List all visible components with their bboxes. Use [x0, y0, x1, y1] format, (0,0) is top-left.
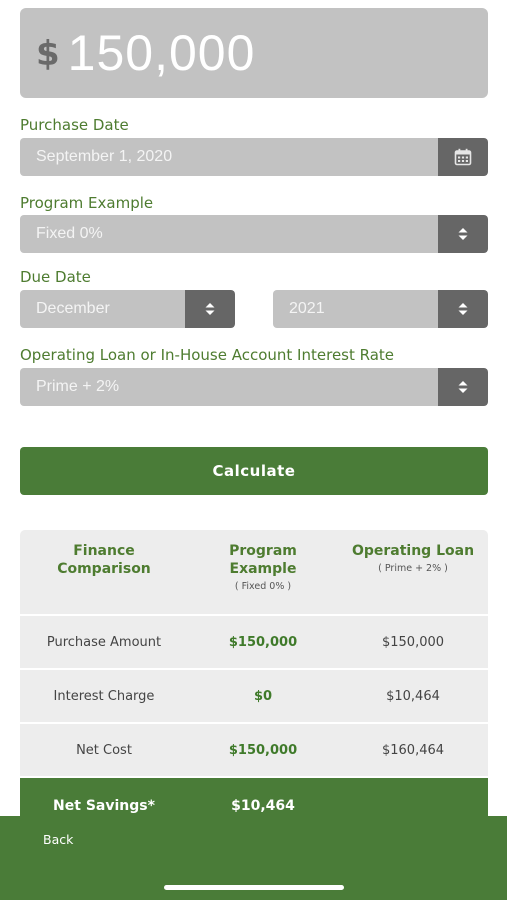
- due-date-month-select-button[interactable]: [185, 290, 235, 328]
- header-program-example-sub: ( Fixed 0% ): [234, 581, 292, 592]
- row-label: Interest Charge: [53, 688, 155, 704]
- due-date-year-value: 2021: [289, 300, 325, 317]
- program-example-select-button[interactable]: [438, 215, 488, 253]
- table-header-cell: [20, 542, 188, 578]
- calendar-button[interactable]: [438, 138, 488, 176]
- program-value: $150,000: [228, 634, 298, 650]
- table-header-cell: [188, 542, 338, 592]
- header-program-example: Program Example: [229, 543, 297, 577]
- table-header-row: [20, 530, 488, 616]
- footer-bar: [0, 816, 507, 900]
- program-example-value: Fixed 0%: [36, 225, 103, 242]
- purchase-date-value: September 1, 2020: [36, 148, 173, 165]
- program-example-label: Program Example: [20, 194, 154, 212]
- calculate-button[interactable]: Calculate: [20, 447, 488, 495]
- operating-value: $10,464: [386, 688, 440, 704]
- row-label: Net Cost: [76, 742, 132, 758]
- table-header-cell: [338, 542, 488, 574]
- table-row: [20, 670, 488, 724]
- row-label: Purchase Amount: [46, 634, 162, 650]
- due-date-year-select[interactable]: [273, 290, 488, 328]
- header-finance-comparison: Finance Comparison: [57, 543, 151, 577]
- net-savings-value: $10,464: [231, 798, 295, 814]
- table-row: [20, 616, 488, 670]
- program-value: $150,000: [228, 742, 298, 758]
- interest-rate-select[interactable]: [20, 368, 488, 406]
- back-button[interactable]: Back: [43, 832, 74, 847]
- table-row: [20, 724, 488, 778]
- updown-chevron-icon: [457, 301, 469, 317]
- updown-chevron-icon: [204, 301, 216, 317]
- due-date-month-select[interactable]: [20, 290, 235, 328]
- home-indicator[interactable]: [164, 885, 344, 890]
- interest-rate-select-button[interactable]: [438, 368, 488, 406]
- operating-value: $160,464: [381, 742, 445, 758]
- updown-chevron-icon: [457, 226, 469, 242]
- due-date-year-select-button[interactable]: [438, 290, 488, 328]
- purchase-date-field[interactable]: [20, 138, 488, 176]
- program-example-select[interactable]: [20, 215, 488, 253]
- currency-symbol: $: [36, 34, 60, 74]
- purchase-date-label: Purchase Date: [20, 116, 129, 134]
- purchase-amount-value: 150,000: [67, 25, 256, 81]
- program-value: $0: [253, 688, 273, 704]
- interest-rate-label: Operating Loan or In-House Account Interest Rate: [20, 346, 395, 364]
- interest-rate-value: Prime + 2%: [36, 378, 120, 395]
- operating-value: $150,000: [381, 634, 445, 650]
- header-operating-loan: Operating Loan: [351, 543, 475, 559]
- header-operating-loan-sub: ( Prime + 2% ): [378, 563, 448, 574]
- net-savings-label: Net Savings*: [53, 798, 155, 814]
- updown-chevron-icon: [457, 379, 469, 395]
- due-date-month-value: December: [36, 300, 110, 317]
- finance-comparison-table: [20, 530, 488, 778]
- due-date-label: Due Date: [20, 268, 91, 286]
- calendar-icon: [454, 148, 472, 166]
- purchase-amount-field[interactable]: [20, 8, 488, 98]
